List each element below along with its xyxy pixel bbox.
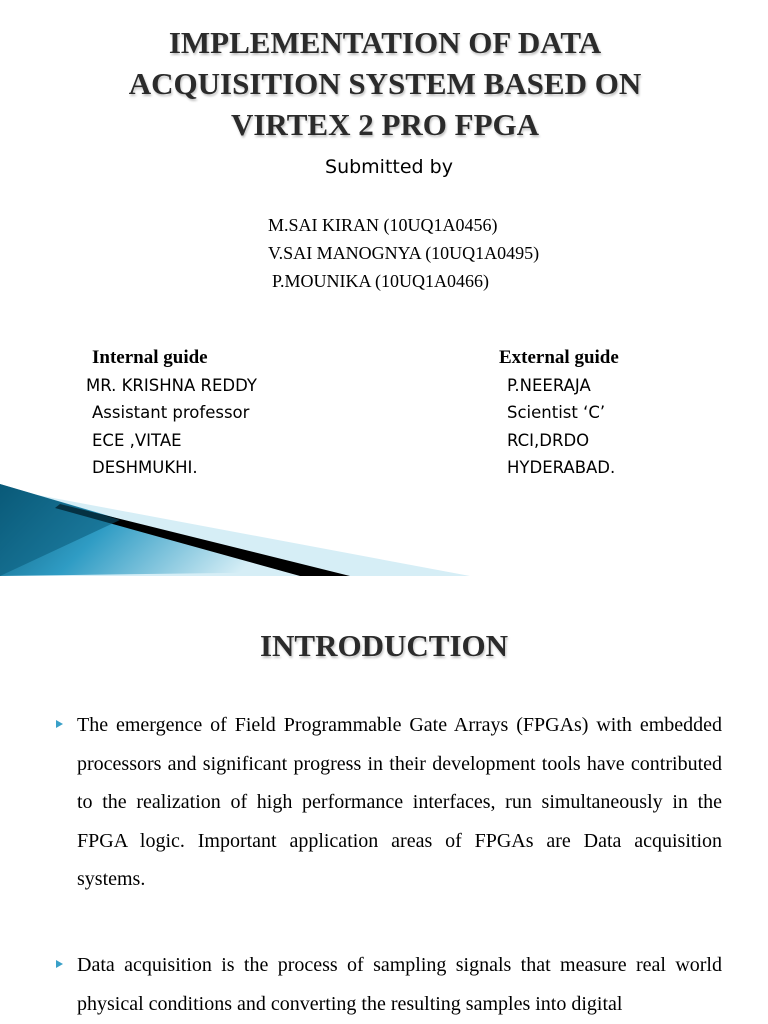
external-guide-line: Scientist ‘C’ — [507, 403, 606, 422]
bullet-text: The emergence of Field Programmable Gate Arrays (FPGAs) with embedded processors and significant progress in their development tools have contributed to the realization of high performance interfaces, run simultaneously in the FPGA logic. Important application areas of FPGAs are Data acquisition systems. — [77, 714, 722, 891]
student-entry: M.SAI KIRAN (10UQ1A0456) — [268, 215, 498, 235]
internal-guide-line: Assistant professor — [92, 403, 250, 422]
student-entry: V.SAI MANOGNYA (10UQ1A0495) — [268, 243, 540, 263]
internal-guide-heading: Internal guide — [92, 347, 208, 368]
introduction-title: INTRODUCTION — [259, 628, 509, 663]
triangle-bullet-icon — [56, 960, 63, 968]
student-entry: P.MOUNIKA (10UQ1A0466) — [272, 271, 490, 291]
bullet-item — [56, 706, 722, 899]
external-guide-heading: External guide — [499, 347, 619, 368]
external-guide-block — [499, 344, 619, 482]
bullet-item — [56, 946, 722, 1023]
internal-guide-line: ECE ,VITAE — [92, 430, 182, 450]
decorative-swoosh — [0, 480, 470, 576]
submitted-by-label: Submitted by — [325, 156, 453, 178]
internal-guide-block — [86, 344, 257, 482]
internal-guide-line: DESHMUKHI. — [92, 458, 198, 477]
triangle-bullet-icon — [56, 720, 63, 728]
introduction-slide — [0, 576, 768, 1024]
title-line: IMPLEMENTATION OF DATA — [168, 25, 602, 60]
student-list — [268, 211, 539, 295]
title-line: VIRTEX 2 PRO FPGA — [230, 107, 540, 142]
external-guide-line: HYDERABAD. — [507, 458, 616, 477]
bullet-text: Data acquisition is the process of sampling signals that measure real world physical conditions and converting the resulting samples into digital — [77, 954, 722, 1015]
external-guide-line: P.NEERAJA — [507, 375, 591, 395]
title-line: ACQUISITION SYSTEM BASED ON — [128, 66, 642, 101]
slide-title — [40, 22, 730, 145]
external-guide-line: RCI,DRDO — [507, 430, 590, 450]
internal-guide-line: MR. KRISHNA REDDY — [86, 375, 257, 395]
